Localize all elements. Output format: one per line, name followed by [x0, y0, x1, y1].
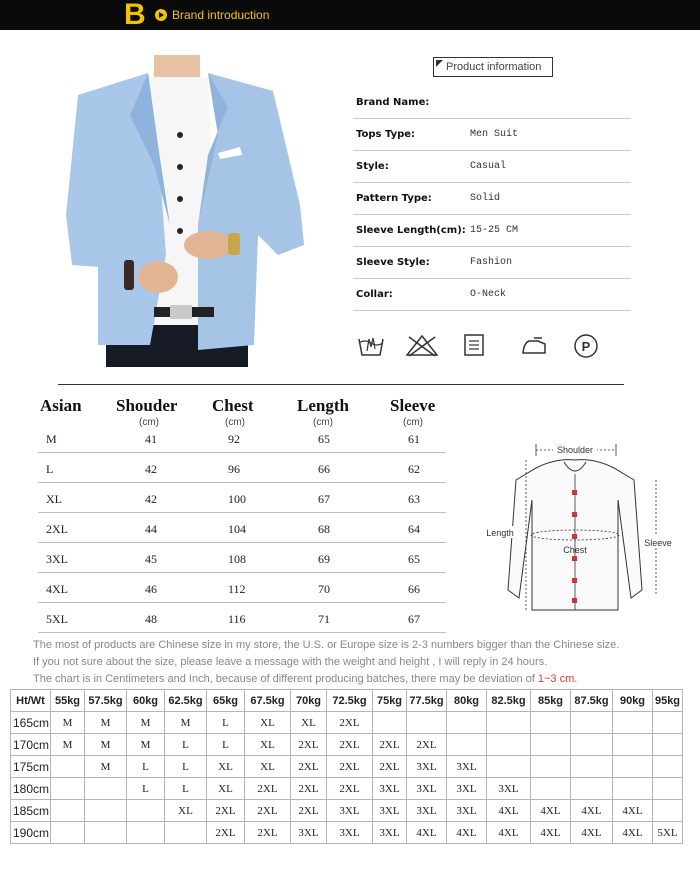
size-cell	[85, 800, 127, 822]
size-cell: 3XL	[373, 778, 407, 800]
diagram-label-sleeve: Sleeve	[644, 538, 672, 548]
care-icons	[355, 333, 605, 359]
info-value: 15-25 CM	[470, 225, 519, 236]
size-cell	[653, 778, 683, 800]
brand-logo-letter: B	[124, 0, 146, 31]
size-chart-cell: 2XL	[46, 522, 68, 536]
size-cell: M	[127, 712, 165, 734]
diagram-label-chest: Chest	[563, 545, 587, 555]
size-chart-cell: 41	[145, 432, 157, 446]
size-cell	[531, 756, 571, 778]
size-header-shoulder: Shouder	[116, 396, 178, 415]
size-cell: 2XL	[327, 712, 373, 734]
size-cell	[165, 822, 207, 844]
unit-label: (cm)	[403, 417, 423, 428]
size-cell	[531, 778, 571, 800]
size-chart-cell: 66	[318, 462, 330, 476]
size-header-length: Length	[297, 396, 349, 415]
size-cell: M	[51, 712, 85, 734]
size-cell: 5XL	[653, 822, 683, 844]
garment-measurement-diagram	[486, 440, 676, 620]
size-cell	[373, 712, 407, 734]
size-cell: 3XL	[373, 822, 407, 844]
size-chart-cell: 48	[145, 612, 157, 626]
table-row	[11, 756, 683, 778]
size-chart-row	[38, 543, 446, 573]
size-cell	[127, 822, 165, 844]
size-cell	[653, 800, 683, 822]
no-bleach-icon	[405, 333, 439, 357]
size-cell: XL	[245, 756, 291, 778]
size-cell: 3XL	[407, 756, 447, 778]
size-chart-cell: 5XL	[46, 612, 68, 626]
size-cell: 3XL	[291, 822, 327, 844]
size-cell: L	[165, 778, 207, 800]
size-cell: M	[85, 734, 127, 756]
size-cell: XL	[245, 734, 291, 756]
info-key: Pattern Type:	[356, 193, 432, 204]
size-cell: L	[165, 756, 207, 778]
size-chart-cell: 4XL	[46, 582, 68, 596]
weight-header-cell: 67.5kg	[245, 690, 291, 712]
size-chart-cell: 96	[228, 462, 240, 476]
size-cell: 2XL	[373, 734, 407, 756]
info-row	[353, 119, 631, 151]
size-cell: 3XL	[447, 800, 487, 822]
size-cell: 4XL	[571, 822, 613, 844]
size-cell: 4XL	[487, 800, 531, 822]
weight-header-cell: 90kg	[613, 690, 653, 712]
size-chart-cell: 67	[408, 612, 420, 626]
weight-header-cell: 60kg	[127, 690, 165, 712]
size-chart-cell: 67	[318, 492, 330, 506]
size-cell: XL	[207, 756, 245, 778]
size-chart-cell: 65	[408, 552, 420, 566]
size-cell	[447, 734, 487, 756]
size-cell: 4XL	[531, 822, 571, 844]
size-cell	[51, 800, 85, 822]
size-chart-row	[38, 513, 446, 543]
size-cell: 2XL	[407, 734, 447, 756]
size-cell: M	[85, 756, 127, 778]
weight-header-cell: 77.5kg	[407, 690, 447, 712]
size-chart-cell: 3XL	[46, 552, 68, 566]
size-cell: L	[127, 778, 165, 800]
weight-header-cell: 82.5kg	[487, 690, 531, 712]
size-cell	[407, 712, 447, 734]
size-cell	[531, 734, 571, 756]
iron-icon	[520, 333, 548, 357]
size-cell: XL	[245, 712, 291, 734]
size-cell: M	[127, 734, 165, 756]
size-cell: 3XL	[447, 756, 487, 778]
size-cell	[51, 822, 85, 844]
product-information-tag	[433, 57, 553, 77]
info-value: Casual	[470, 161, 507, 172]
size-chart-cell: 68	[318, 522, 330, 536]
unit-label: (cm)	[313, 417, 333, 428]
size-cell: XL	[165, 800, 207, 822]
info-row	[353, 279, 631, 311]
height-row-header: 170cm	[11, 734, 51, 756]
size-chart-cell: 61	[408, 432, 420, 446]
size-chart-cell: XL	[46, 492, 62, 506]
size-cell: 4XL	[613, 822, 653, 844]
size-cell: 2XL	[291, 756, 327, 778]
size-chart-cell: 71	[318, 612, 330, 626]
size-cell	[571, 712, 613, 734]
size-cell: 2XL	[207, 822, 245, 844]
size-chart-cell: M	[46, 432, 57, 446]
table-row	[11, 734, 683, 756]
info-row	[353, 183, 631, 215]
size-cell	[571, 778, 613, 800]
size-cell: 2XL	[245, 800, 291, 822]
weight-header-cell: 87.5kg	[571, 690, 613, 712]
size-cell	[487, 712, 531, 734]
size-chart-cell: 116	[228, 612, 246, 626]
size-cell	[653, 712, 683, 734]
size-chart-cell: 64	[408, 522, 420, 536]
height-weight-size-table	[10, 689, 683, 844]
size-cell	[531, 712, 571, 734]
size-cell	[85, 778, 127, 800]
size-cell: 4XL	[571, 800, 613, 822]
size-cell: 2XL	[291, 778, 327, 800]
note-line-1: The most of products are Chinese size in my store, the U.S. or Europe size is 2-3 numbers bigger than the Chinese size.	[33, 639, 620, 651]
size-cell: 2XL	[291, 734, 327, 756]
height-row-header: 185cm	[11, 800, 51, 822]
size-chart-cell: 70	[318, 582, 330, 596]
product-information-title: Product information	[446, 61, 542, 73]
size-chart-cell: 44	[145, 522, 157, 536]
height-row-header: 190cm	[11, 822, 51, 844]
size-cell: L	[127, 756, 165, 778]
size-cell	[487, 756, 531, 778]
height-row-header: 165cm	[11, 712, 51, 734]
info-value: Men Suit	[470, 129, 519, 140]
size-header-asian: Asian	[40, 396, 82, 415]
size-cell	[653, 734, 683, 756]
size-cell: 2XL	[291, 800, 327, 822]
size-chart-row	[38, 573, 446, 603]
size-chart-cell: 46	[145, 582, 157, 596]
weight-header-cell: 70kg	[291, 690, 327, 712]
weight-header-cell: 62.5kg	[165, 690, 207, 712]
weight-header-cell: 80kg	[447, 690, 487, 712]
unit-label: (cm)	[139, 417, 159, 428]
size-cell: 3XL	[447, 778, 487, 800]
size-cell: 2XL	[245, 822, 291, 844]
size-chart-cell: 42	[145, 492, 157, 506]
height-row-header: 175cm	[11, 756, 51, 778]
size-cell: 2XL	[327, 734, 373, 756]
size-chart-cell: 42	[145, 462, 157, 476]
hand-wash-icon	[357, 333, 385, 357]
size-cell	[447, 712, 487, 734]
table-corner-cell: Ht/Wt	[11, 690, 51, 712]
note-line-3	[33, 673, 577, 685]
corner-triangle-icon	[436, 60, 443, 67]
unit-label: (cm)	[225, 417, 245, 428]
size-cell: 2XL	[245, 778, 291, 800]
info-key: Style:	[356, 161, 389, 172]
info-row	[353, 215, 631, 247]
tumble-dry-icon	[463, 333, 485, 357]
size-chart-cell: L	[46, 462, 54, 476]
table-row	[11, 800, 683, 822]
note-line-2: If you not sure about the size, please leave a message with the weight and height , I will reply in 24 hours.	[33, 656, 548, 668]
size-chart-row	[38, 483, 446, 513]
size-chart-row	[38, 453, 446, 483]
size-chart-cell: 63	[408, 492, 420, 506]
section-divider	[58, 384, 624, 385]
size-chart-cell: 66	[408, 582, 420, 596]
weight-header-cell: 75kg	[373, 690, 407, 712]
svg-text:P: P	[581, 339, 591, 354]
size-cell: 4XL	[447, 822, 487, 844]
info-key: Sleeve Style:	[356, 257, 430, 268]
info-row	[353, 87, 631, 119]
size-cell: M	[165, 712, 207, 734]
size-cell: 2XL	[373, 756, 407, 778]
header-title: Brand introduction	[172, 8, 270, 22]
info-row	[353, 151, 631, 183]
info-key: Tops Type:	[356, 129, 416, 140]
size-cell: M	[85, 712, 127, 734]
size-cell: 3XL	[407, 778, 447, 800]
size-chart-cell: 62	[408, 462, 420, 476]
info-value: Solid	[470, 193, 501, 204]
size-cell	[613, 756, 653, 778]
product-photo	[58, 55, 308, 367]
size-cell: 4XL	[613, 800, 653, 822]
size-cell: 2XL	[207, 800, 245, 822]
size-cell	[487, 734, 531, 756]
table-row	[11, 822, 683, 844]
diagram-label-length: Length	[486, 528, 514, 538]
size-header-sleeve: Sleeve	[390, 396, 436, 415]
size-chart-cell: 45	[145, 552, 157, 566]
table-header-row	[11, 690, 683, 712]
info-value: O-Neck	[470, 289, 507, 300]
header-bar	[0, 0, 700, 30]
size-cell: 3XL	[373, 800, 407, 822]
play-icon	[155, 9, 167, 21]
weight-header-cell: 57.5kg	[85, 690, 127, 712]
info-value: Fashion	[470, 257, 513, 268]
size-chart-cell: 92	[228, 432, 240, 446]
weight-header-cell: 85kg	[531, 690, 571, 712]
weight-header-cell: 72.5kg	[327, 690, 373, 712]
size-cell: 2XL	[327, 778, 373, 800]
weight-header-cell: 65kg	[207, 690, 245, 712]
size-cell	[613, 712, 653, 734]
size-cell	[571, 734, 613, 756]
size-chart-cell: 100	[228, 492, 246, 506]
size-cell	[613, 778, 653, 800]
size-cell: L	[165, 734, 207, 756]
diagram-label-shoulder: Shoulder	[556, 445, 594, 455]
weight-header-cell: 95kg	[653, 690, 683, 712]
size-chart-cell: 65	[318, 432, 330, 446]
size-chart-row	[38, 423, 446, 453]
size-chart-row	[38, 603, 446, 633]
size-cell: 4XL	[487, 822, 531, 844]
size-cell: 3XL	[327, 822, 373, 844]
height-row-header: 180cm	[11, 778, 51, 800]
note-line-3-text: The chart is in Centimeters and Inch, because of different producing batches, there may be deviation of	[33, 673, 538, 685]
size-chart-cell: 108	[228, 552, 246, 566]
info-key: Sleeve Length(cm):	[356, 225, 466, 236]
size-cell: 3XL	[407, 800, 447, 822]
size-cell: 4XL	[531, 800, 571, 822]
weight-header-cell: 55kg	[51, 690, 85, 712]
size-cell: 4XL	[407, 822, 447, 844]
size-chart-cell: 69	[318, 552, 330, 566]
size-cell: 3XL	[487, 778, 531, 800]
size-cell	[571, 756, 613, 778]
info-key: Collar:	[356, 289, 393, 300]
info-row	[353, 247, 631, 279]
size-cell: XL	[207, 778, 245, 800]
size-chart-cell: 104	[228, 522, 246, 536]
size-cell	[613, 734, 653, 756]
deviation-highlight: 1~3 cm.	[537, 673, 578, 685]
size-cell	[51, 756, 85, 778]
size-cell	[51, 778, 85, 800]
size-cell: 2XL	[327, 756, 373, 778]
table-row	[11, 712, 683, 734]
size-chart-cell: 112	[228, 582, 246, 596]
size-cell	[85, 822, 127, 844]
size-cell	[127, 800, 165, 822]
size-header-chest: Chest	[212, 396, 254, 415]
size-cell: 3XL	[327, 800, 373, 822]
table-row	[11, 778, 683, 800]
size-cell: XL	[291, 712, 327, 734]
info-key: Brand Name:	[356, 97, 430, 108]
size-cell: L	[207, 712, 245, 734]
size-cell	[653, 756, 683, 778]
size-cell: M	[51, 734, 85, 756]
dry-clean-p-icon	[573, 333, 599, 359]
size-cell: L	[207, 734, 245, 756]
